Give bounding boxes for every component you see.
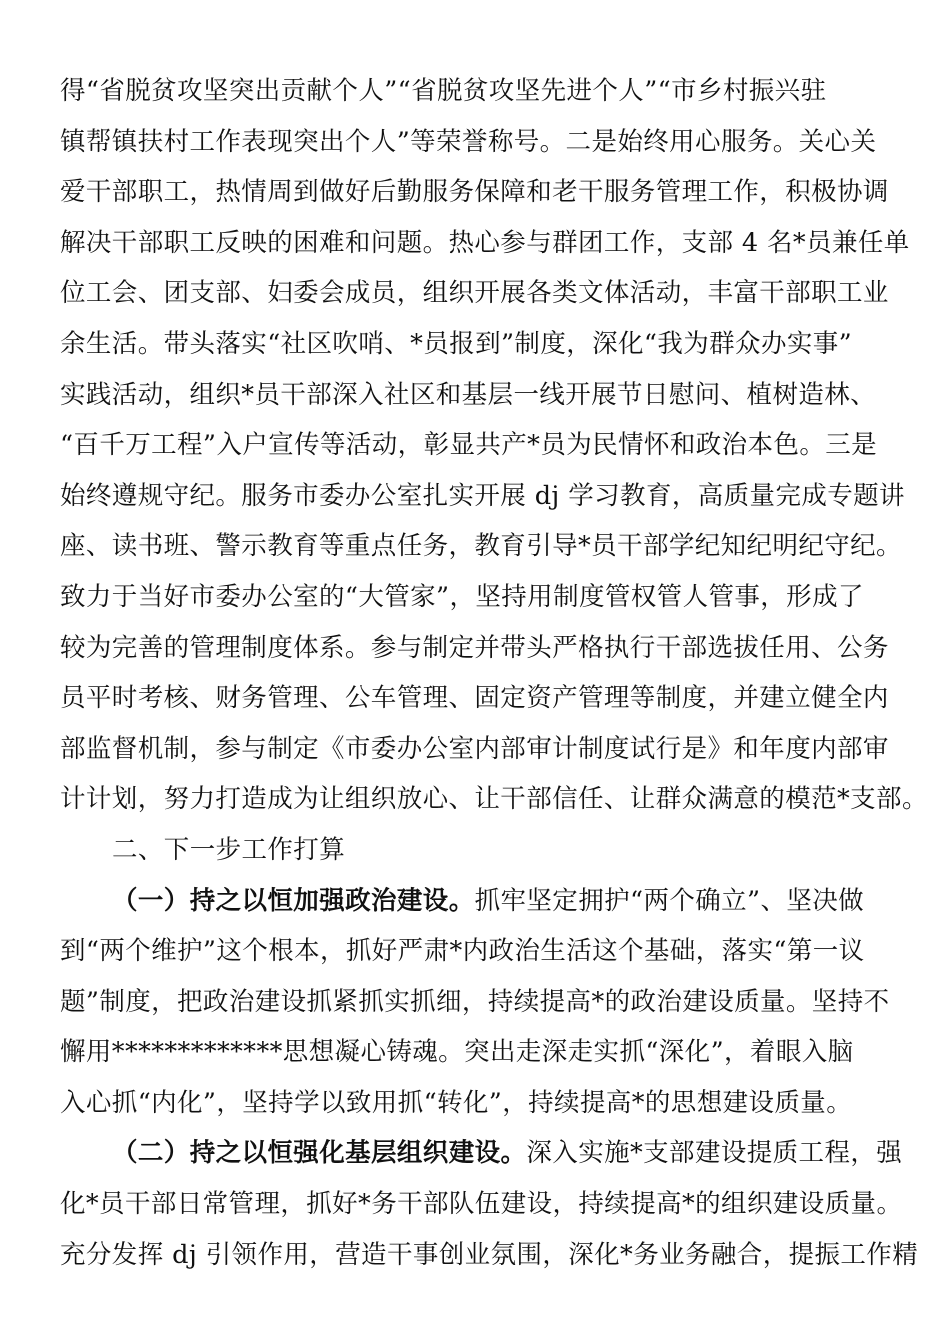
text-line: 懈用*************思想凝心铸魂。突出走深走实抓“深化”，着眼入脑: [60, 1037, 854, 1068]
text-line: 入心抓“内化”，坚持学以致用抓“转化”，持续提高*的思想建设质量。: [60, 1087, 853, 1118]
text-line: 员平时考核、财务管理、公车管理、固定资产管理等制度，并建立健全内: [60, 683, 889, 714]
text-line: 解决干部职工反映的困难和问题。热心参与群团工作，支部 4 名*员兼任单: [60, 227, 910, 258]
item-2: [60, 1128, 919, 1280]
text-line: 题”制度，把政治建设抓紧抓实抓细，持续提高*的政治建设质量。坚持不: [60, 986, 890, 1017]
item-1-first-line-rest: 抓牢坚定拥护“两个确立”、坚决做: [474, 885, 865, 916]
body-text-block: [60, 66, 928, 825]
text-line: 化*员干部日常管理，抓好*务干部队伍建设，持续提高*的组织建设质量。: [60, 1189, 903, 1220]
text-line: 得“省脱贫攻坚突出贡献个人”“省脱贫攻坚先进个人”“市乡村振兴驻: [60, 76, 827, 106]
text-line: 余生活。带头落实“社区吹哨、*员报到”制度，深化“我为群众办实事”: [60, 328, 853, 359]
text-line: 较为完善的管理制度体系。参与制定并带头严格执行干部选拔任用、公务: [60, 632, 889, 663]
text-line: 到“两个维护”这个根本，抓好严肃*内政治生活这个基础，落实“第一议: [60, 936, 865, 967]
item-2-first-line: [60, 1128, 903, 1179]
text-line: 致力于当好市委办公室的“大管家”，坚持用制度管权管人管事，形成了: [60, 581, 864, 612]
item-2-title: （二）持之以恒强化基层组织建设。: [112, 1138, 527, 1169]
text-line: 充分发挥 dj 引领作用，营造干事创业氛围，深化*务业务融合，提振工作精: [60, 1239, 919, 1270]
item-2-first-line-rest: 深入实施*支部建设提质工程，强: [526, 1138, 903, 1169]
text-line: 爱干部职工，热情周到做好后勤服务保障和老干服务管理工作，积极协调: [60, 177, 889, 208]
text-line: 部监督机制，参与制定《市委办公室内部审计制度试行是》和年度内部审: [60, 733, 889, 764]
document-page: [60, 66, 928, 1280]
text-line: 实践活动，组织*员干部深入社区和基层一线开展节日慰问、植树造林、: [60, 379, 877, 410]
text-line: 镇帮镇扶村工作表现突出个人”等荣誉称号。二是始终用心服务。关心关: [60, 126, 877, 157]
item-1-first-line: [60, 876, 892, 927]
section-heading: 二、下一步工作打算: [112, 834, 346, 865]
text-line: 座、读书班、警示教育等重点任务，教育引导*员干部学纪知纪明纪守纪。: [60, 531, 902, 562]
item-1-title: （一）持之以恒加强政治建设。: [112, 885, 475, 916]
text-line: 位工会、团支部、妇委会成员，组织开展各类文体活动，丰富干部职工业: [60, 278, 889, 309]
text-line: 计计划，努力打造成为让组织放心、让干部信任、让群众满意的模范*支部。: [60, 784, 928, 815]
item-1: [60, 876, 892, 1129]
text-line: 始终遵规守纪。服务市委办公室扎实开展 dj 学习教育，高质量完成专题讲: [60, 480, 905, 511]
text-line: “百千万工程”入户宣传等活动，彰显共产*员为民情怀和政治本色。三是: [60, 430, 878, 461]
